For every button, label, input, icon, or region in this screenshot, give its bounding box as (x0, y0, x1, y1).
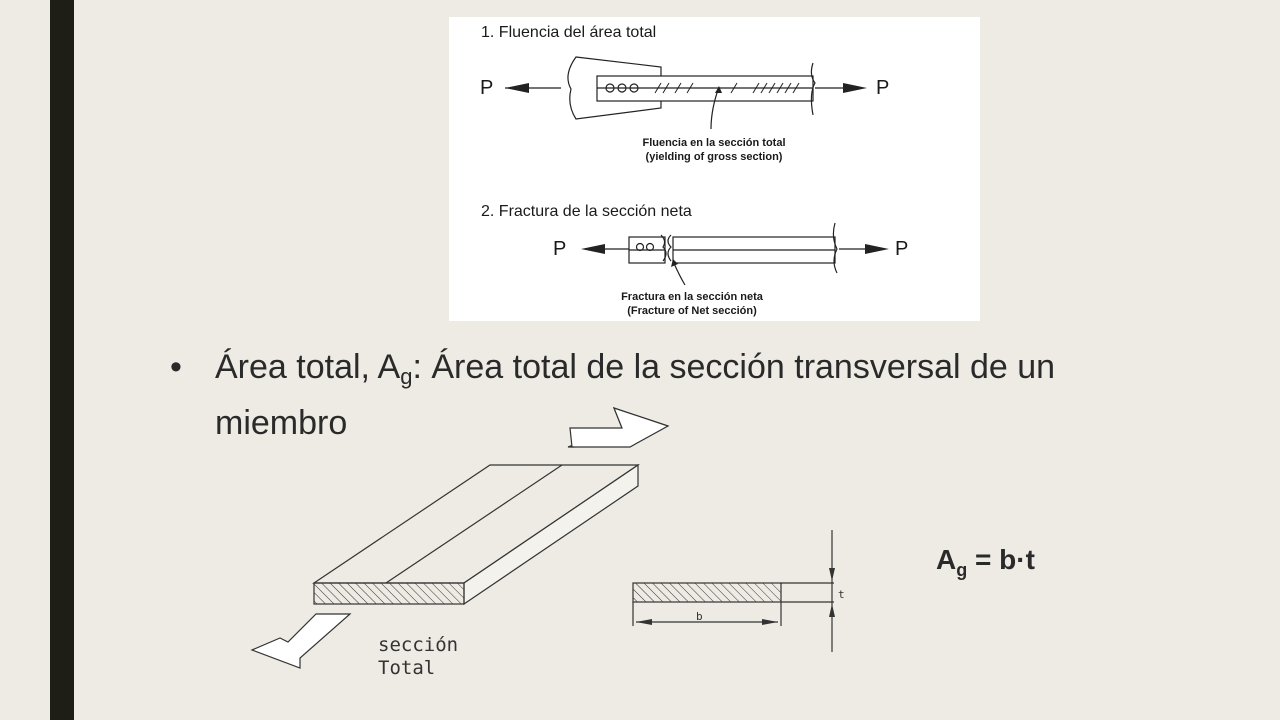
load-label-left-2: P (553, 238, 567, 260)
note-net-fracture-es: Fractura en la sección neta (621, 291, 763, 303)
dimension-t-label: t (838, 588, 845, 601)
bullet-text-start: Área total, A (215, 348, 401, 386)
bullet-text-end: : Área total de la sección transversal de un miembro (215, 348, 1056, 442)
dimension-b-label: b (696, 610, 703, 623)
formula-symbol: A (936, 544, 957, 575)
gross-area-formula (936, 544, 1035, 581)
note-gross-yielding (599, 136, 829, 164)
plate-section-diagram (240, 400, 1100, 678)
bullet-subscript: g (400, 364, 413, 389)
formula-rhs: = b·t (967, 544, 1035, 575)
tension-failure-diagram (449, 17, 980, 321)
section-label-line2: Total (378, 657, 436, 679)
caption-gross-yielding: 1. Fluencia del área total (481, 24, 657, 41)
note-gross-yielding-en: (yielding of gross section) (645, 151, 783, 163)
tension-failure-figure (449, 17, 980, 321)
note-gross-yielding-es: Fluencia en la sección total (642, 137, 786, 149)
load-label-right-1: P (876, 77, 890, 99)
note-net-fracture-en: (Fracture of Net sección) (627, 305, 757, 317)
formula-subscript: g (956, 560, 968, 580)
note-net-fracture (577, 290, 807, 318)
section-label-line1: sección (378, 634, 459, 656)
caption-net-fracture: 2. Fractura de la sección neta (481, 203, 692, 220)
slide-side-bar (50, 0, 74, 720)
plate-section-drawing (240, 400, 1100, 678)
load-label-right-2: P (895, 238, 909, 260)
section-label (378, 634, 458, 680)
bullet-marker: • (170, 348, 182, 386)
load-label-left-1: P (480, 77, 494, 99)
